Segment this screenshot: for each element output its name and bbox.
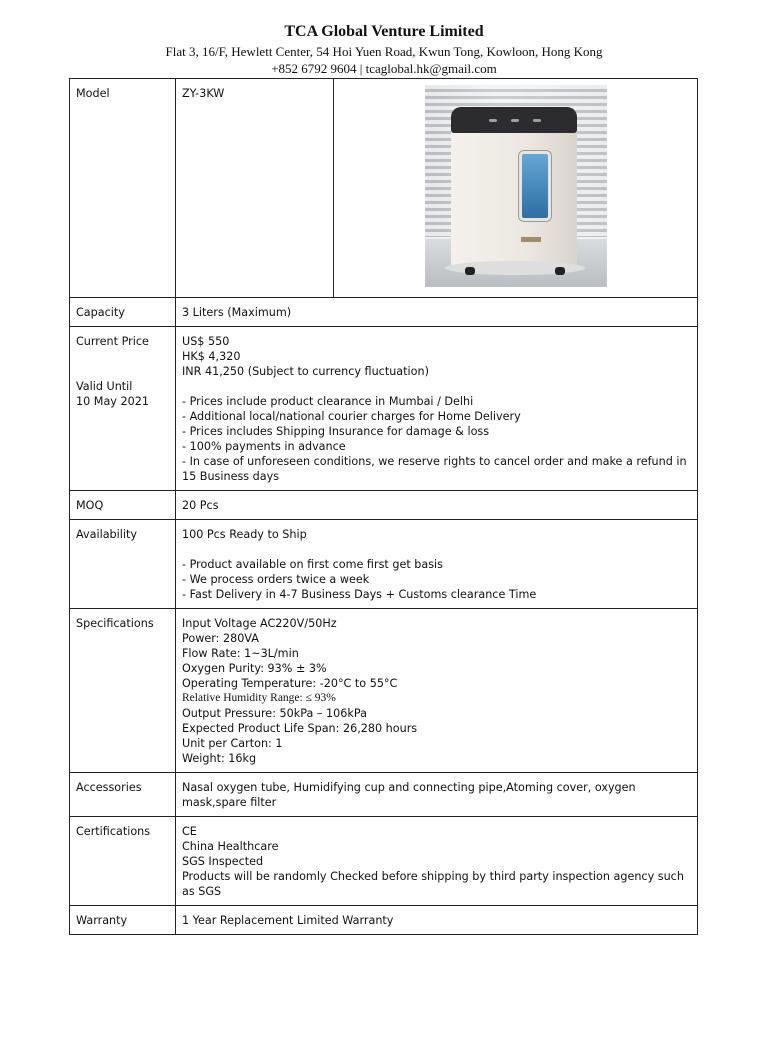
row-specifications [70,609,698,773]
product-photo-cell [334,79,698,298]
valid-date: 10 May 2021 [76,395,149,408]
oxygen-concentrator-image [451,107,577,271]
product-spec-table [69,78,698,935]
row-capacity [70,298,698,327]
document-header [0,22,768,77]
label-price: Current Price [76,335,149,348]
value-warranty: 1 Year Replacement Limited Warranty [176,906,698,935]
spec-line: Output Pressure: 50kPa – 106kPa [182,707,367,720]
spec-line: Input Voltage AC220V/50Hz [182,617,337,630]
label-price-cell [70,327,176,491]
label-valid-until: Valid Until [76,380,133,393]
value-availability [176,520,698,609]
label-moq: MOQ [70,491,176,520]
spec-line: Flow Rate: 1~3L/min [182,647,299,660]
company-contact: +852 6792 9604 | tcaglobal.hk@gmail.com [271,61,497,76]
label-accessories: Accessories [70,773,176,817]
label-specifications: Specifications [70,609,176,773]
price-hkd: HK$ 4,320 [182,350,241,363]
spec-line: Operating Temperature: -20°C to 55°C [182,677,398,690]
value-specifications [176,609,698,773]
row-model [70,79,698,298]
price-inr: INR 41,250 (Subject to currency fluctuation) [182,365,429,378]
value-price [176,327,698,491]
spec-line: Oxygen Purity: 93% ± 3% [182,662,327,675]
price-note: - 100% payments in advance [182,440,346,453]
row-availability [70,520,698,609]
product-photo [425,85,607,287]
certification-line: China Healthcare [182,840,279,853]
price-note: - Additional local/national courier charges for Home Delivery [182,410,521,423]
availability-note: - Fast Delivery in 4-7 Business Days + Customs clearance Time [182,588,537,601]
certification-line: Products will be randomly Checked before shipping by third party inspection agency such as SGS [182,870,688,898]
value-certifications [176,817,698,906]
row-certifications [70,817,698,906]
row-warranty [70,906,698,935]
label-certifications: Certifications [70,817,176,906]
price-note: - Prices include product clearance in Mumbai / Delhi [182,395,474,408]
price-note: - In case of unforeseen conditions, we reserve rights to cancel order and make a refund in 15 Business days [182,455,691,483]
company-name: TCA Global Venture Limited [284,23,484,40]
price-usd: US$ 550 [182,335,230,348]
value-capacity: 3 Liters (Maximum) [176,298,698,327]
label-warranty: Warranty [70,906,176,935]
value-accessories: Nasal oxygen tube, Humidifying cup and connecting pipe,Atoming cover, oxygen mask,spare filter [176,773,698,817]
spec-line: Unit per Carton: 1 [182,737,283,750]
label-availability: Availability [70,520,176,609]
row-accessories [70,773,698,817]
availability-note: - We process orders twice a week [182,573,370,586]
row-moq [70,491,698,520]
label-model: Model [70,79,176,298]
value-moq: 20 Pcs [176,491,698,520]
spec-line: Relative Humidity Range: ≤ 93% [182,692,336,704]
certification-line: CE [182,825,197,838]
spec-line: Power: 280VA [182,632,259,645]
certification-line: SGS Inspected [182,855,264,868]
row-price [70,327,698,491]
company-address: Flat 3, 16/F, Hewlett Center, 54 Hoi Yuen Road, Kwun Tong, Kowloon, Hong Kong [165,44,603,59]
availability-note: - Product available on first come first get basis [182,558,443,571]
price-note: - Prices includes Shipping Insurance for damage & loss [182,425,490,438]
spec-line: Weight: 16kg [182,752,257,765]
availability-stock: 100 Pcs Ready to Ship [182,528,307,541]
label-capacity: Capacity [70,298,176,327]
spec-line: Expected Product Life Span: 26,280 hours [182,722,418,735]
value-model: ZY-3KW [176,79,334,298]
